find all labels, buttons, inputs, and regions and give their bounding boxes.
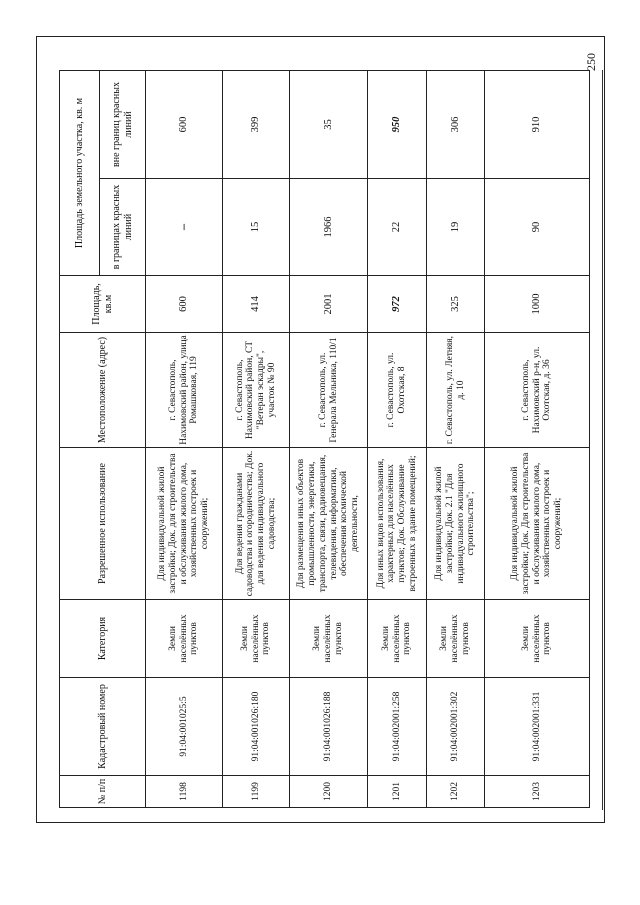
- cell-within: 22: [368, 179, 427, 276]
- cell-location: г. Севастополь, ул. Охотская, 8: [368, 333, 427, 448]
- cell-category: Земли населённых пунктов: [223, 600, 290, 678]
- cell-area: 414: [223, 276, 290, 333]
- cell-area: 325: [427, 276, 485, 333]
- land-plots-table: [59, 70, 590, 808]
- cell-use: Для индивидуальной жилой застройки; Док. 2.1 "Для индивидуального жилищного строительства";: [427, 448, 485, 600]
- cell-within: 90: [485, 179, 590, 276]
- cell-use: Для индивидуальной жилой застройки; Док. для строительства и обслуживания жилого дома, хозяйственных построек и сооружений;: [146, 448, 223, 600]
- cell-category: Земли населённых пунктов: [290, 600, 368, 678]
- rotated-table-container: [59, 71, 589, 808]
- cell-category: Земли населённых пунктов: [146, 600, 223, 678]
- cell-within: 1966: [290, 179, 368, 276]
- cell-outside: 950: [368, 71, 427, 179]
- cell-num: 1198: [146, 776, 223, 808]
- cell-category: Земли населённых пунктов: [427, 600, 485, 678]
- page-number: 250: [583, 53, 598, 71]
- cell-cadastral: 91:04:001025:5: [146, 678, 223, 776]
- table-row: [427, 71, 485, 808]
- cell-area: 2001: [290, 276, 368, 333]
- cell-num: 1200: [290, 776, 368, 808]
- cell-location: г. Севастополь, Нахимовский район, улица Ромашковая, 119: [146, 333, 223, 448]
- cell-location: г. Севастополь, Нахимовский р-н, ул. Охотская, д. 36: [485, 333, 590, 448]
- cell-within: 19: [427, 179, 485, 276]
- cell-num: 1203: [485, 776, 590, 808]
- cell-cadastral: 91:04:002001:302: [427, 678, 485, 776]
- header-category: Категория: [60, 600, 146, 678]
- cell-within: –: [146, 179, 223, 276]
- header-area: Площадь, кв.м: [60, 276, 146, 333]
- table-row: [485, 71, 590, 808]
- cell-num: 1201: [368, 776, 427, 808]
- table-row: [146, 71, 223, 808]
- cell-use: Для ведения гражданами садоводства и огородничества; Док. для ведения индивидуального садоводства;: [223, 448, 290, 600]
- header-cadastral: Кадастровый номер: [60, 678, 146, 776]
- cell-outside: 910: [485, 71, 590, 179]
- cell-use: Для иных видов использования, характерных для населённых пунктов; Док. Обслуживание встроенных в здание помещений;: [368, 448, 427, 600]
- cell-cadastral: 91:04:001026:180: [223, 678, 290, 776]
- table-row: [223, 71, 290, 808]
- cell-area: 972: [368, 276, 427, 333]
- cell-outside: 600: [146, 71, 223, 179]
- cell-location: г. Севастополь, Нахимовский район, СТ "Ветеран эскадры", участок № 90: [223, 333, 290, 448]
- cell-outside: 399: [223, 71, 290, 179]
- header-permitted-use: Разрешенное использование: [60, 448, 146, 600]
- cell-use: Для индивидуальной жилой застройки; Док. Для строительства и обслуживания жилого дома, хозяйственных построек и сооружений;: [485, 448, 590, 600]
- cell-num: 1199: [223, 776, 290, 808]
- cell-category: Земли населённых пунктов: [368, 600, 427, 678]
- header-location: Местоположение (адрес): [60, 333, 146, 448]
- header-plot-area: Площадь земельного участка, кв. м: [60, 71, 100, 276]
- cell-use: Для размещения иных объектов промышленности, энергетики, транспорта, связи, радиовещания, телевидения, информатики, обеспечения космической деятельности,: [290, 448, 368, 600]
- cell-area: 1000: [485, 276, 590, 333]
- header-num: № п/п: [60, 776, 146, 808]
- margin-rule: [602, 70, 603, 810]
- cell-outside: 35: [290, 71, 368, 179]
- cell-location: г. Севастополь, ул. Генерала Мельника, 110/1: [290, 333, 368, 448]
- cell-num: 1202: [427, 776, 485, 808]
- cell-category: Земли населённых пунктов: [485, 600, 590, 678]
- cell-within: 15: [223, 179, 290, 276]
- header-outside: вне границ красных линий: [100, 71, 146, 179]
- table-row: [368, 71, 427, 808]
- cell-cadastral: 91:04:002001:258: [368, 678, 427, 776]
- table-row: [290, 71, 368, 808]
- cell-cadastral: 91:04:002001:331: [485, 678, 590, 776]
- header-within: в границах красных линий: [100, 179, 146, 276]
- cell-cadastral: 91:04:001026:188: [290, 678, 368, 776]
- cell-area: 600: [146, 276, 223, 333]
- cell-location: г. Севастополь, ул. Летняя, д. 10: [427, 333, 485, 448]
- cell-outside: 306: [427, 71, 485, 179]
